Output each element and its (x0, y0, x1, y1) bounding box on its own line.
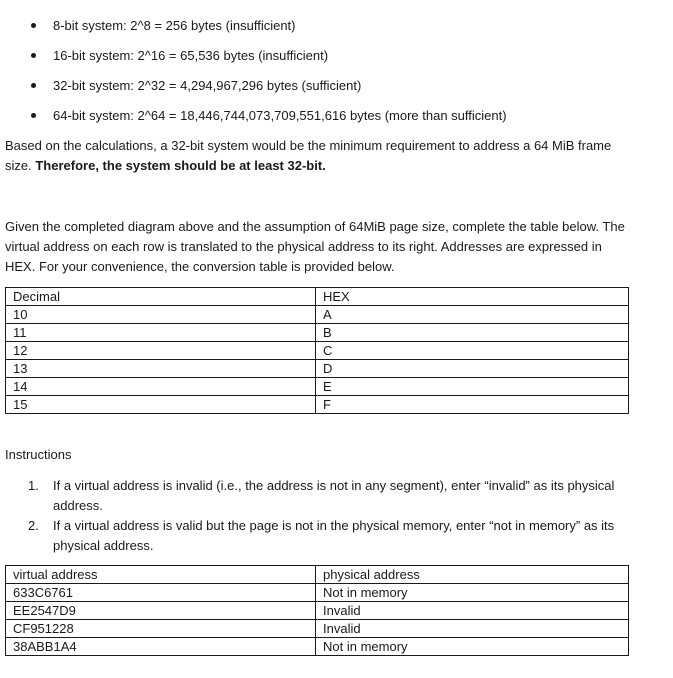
bullet-item: 32-bit system: 2^32 = 4,294,967,296 bytes (sufficient) (0, 74, 673, 104)
bullet-item: 64-bit system: 2^64 = 18,446,744,073,709,551,616 bytes (more than sufficient) (0, 104, 673, 134)
instruction-text: If a virtual address is invalid (i.e., the address is not in any segment), enter “invalid” as its physical address. (53, 478, 615, 513)
address-table (5, 565, 629, 656)
table-header-cell: HEX (316, 288, 629, 306)
table-row (6, 584, 629, 602)
bullet-dot-icon (31, 113, 36, 118)
table-cell: 633C6761 (6, 584, 316, 602)
table-cell: 11 (6, 324, 316, 342)
conclusion-paragraph: Based on the calculations, a 32-bit system would be the minimum requirement to address a 64 MiB frame size. Therefore, the system should be at least 32-bit. (5, 138, 612, 173)
instruction-item (0, 516, 673, 556)
table-header-cell: Decimal (6, 288, 316, 306)
table-cell: 14 (6, 378, 316, 396)
instruction-number: 2. (28, 518, 39, 533)
table-header-row (6, 566, 629, 584)
table-cell: A (316, 306, 629, 324)
table-cell: Not in memory (316, 638, 629, 656)
table-cell: 38ABB1A4 (6, 638, 316, 656)
table-cell: 12 (6, 342, 316, 360)
table-cell: Invalid (316, 602, 629, 620)
bullet-dot-icon (31, 23, 36, 28)
table-row (6, 324, 629, 342)
bullet-item: 8-bit system: 2^8 = 256 bytes (insufficient) (0, 14, 673, 44)
table-row (6, 360, 629, 378)
table-row (6, 602, 629, 620)
bullet-dot-icon (31, 53, 36, 58)
conclusion-bold: Therefore, the system should be at least 32-bit. (35, 158, 326, 173)
table-row (6, 378, 629, 396)
table-header-cell: physical address (316, 566, 629, 584)
table-cell: Invalid (316, 620, 629, 638)
table-row (6, 342, 629, 360)
conversion-table (5, 287, 629, 414)
table-cell: C (316, 342, 629, 360)
table-row (6, 638, 629, 656)
table-cell: B (316, 324, 629, 342)
table-cell: D (316, 360, 629, 378)
task-paragraph: Given the completed diagram above and the assumption of 64MiB page size, complete the table below. The virtual address on each row is translated to the physical address to its right. Addresses are expressed in HEX. For your convenience, the conversion table is provided below. (5, 219, 625, 274)
table-row (6, 396, 629, 414)
bullet-dot-icon (31, 83, 36, 88)
instruction-number: 1. (28, 478, 39, 493)
table-row (6, 306, 629, 324)
table-cell: EE2547D9 (6, 602, 316, 620)
table-row (6, 620, 629, 638)
instructions-title: Instructions (5, 447, 72, 462)
table-cell: F (316, 396, 629, 414)
bullet-item: 16-bit system: 2^16 = 65,536 bytes (insufficient) (0, 44, 673, 74)
bullet-list (0, 14, 673, 134)
table-cell: 13 (6, 360, 316, 378)
table-header-row (6, 288, 629, 306)
table-cell: 15 (6, 396, 316, 414)
table-cell: 10 (6, 306, 316, 324)
table-cell: E (316, 378, 629, 396)
instruction-text: If a virtual address is valid but the page is not in the physical memory, enter “not in memory” as its physical address. (53, 518, 615, 553)
table-cell: CF951228 (6, 620, 316, 638)
table-header-cell: virtual address (6, 566, 316, 584)
table-cell: Not in memory (316, 584, 629, 602)
instructions-list (0, 476, 673, 556)
instruction-item (0, 476, 673, 516)
